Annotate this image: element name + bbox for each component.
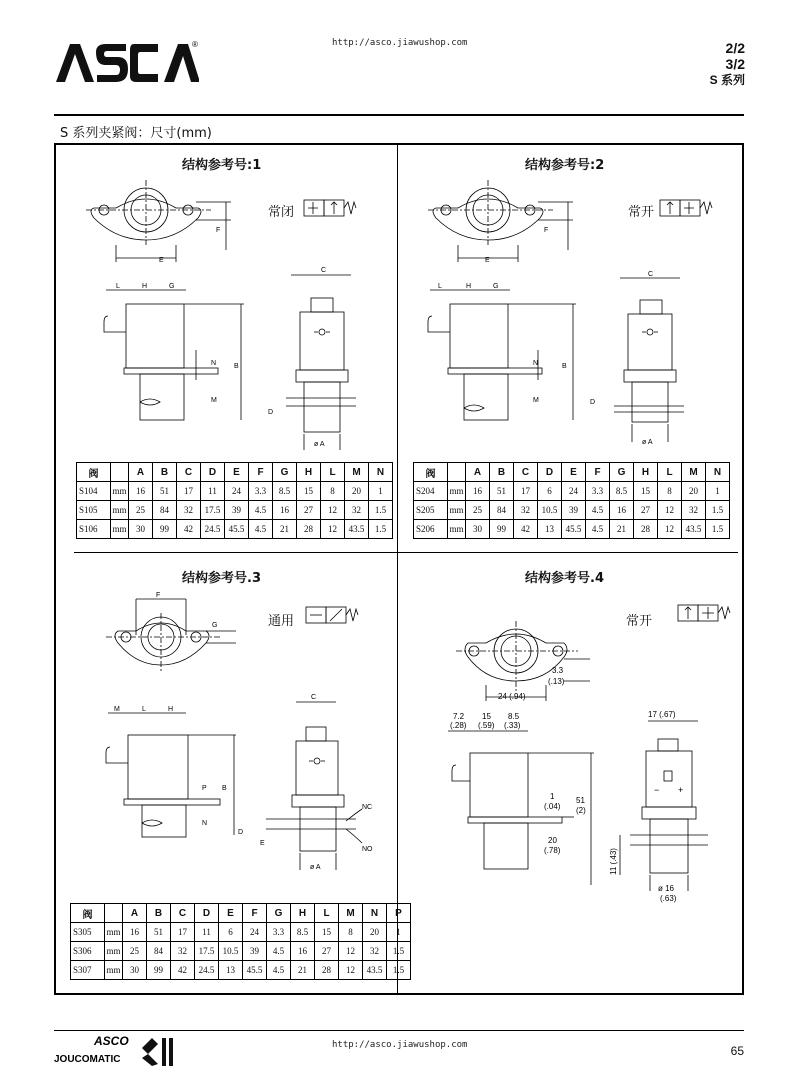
table-cell: 28 [297, 520, 321, 539]
table-header-cell: B [147, 904, 171, 923]
table-cell: 1 [369, 482, 393, 501]
header-divider [54, 114, 744, 116]
table-cell: mm [105, 942, 123, 961]
table-cell: mm [105, 923, 123, 942]
q4-dim-51: 51 [576, 796, 585, 805]
table-cell: 32 [682, 501, 706, 520]
header-url[interactable]: http://asco.jiawushop.com [332, 38, 468, 48]
table-cell: S205 [414, 501, 448, 520]
table-header-cell: N [706, 463, 730, 482]
table-header-cell [105, 904, 123, 923]
table-cell: 42 [171, 961, 195, 980]
table-cell: 21 [273, 520, 297, 539]
table-cell: 1 [387, 923, 411, 942]
table-cell: 8.5 [291, 923, 315, 942]
asco-joucomatic-logo [54, 1032, 184, 1068]
table-cell: 27 [634, 501, 658, 520]
q3-label-nc: NC [362, 804, 373, 811]
q1-heading: 结构参考号:1 [182, 158, 262, 173]
table-cell: 4.5 [267, 942, 291, 961]
table-header-cell [448, 463, 466, 482]
table-cell: S106 [77, 520, 111, 539]
table-cell: 15 [315, 923, 339, 942]
table-cell: 20 [345, 482, 369, 501]
q4-dim-3-3: 3.3 [552, 666, 564, 675]
table-row [414, 482, 730, 501]
q2-dim-b: B [562, 363, 567, 370]
q3-label-no: NO [362, 846, 373, 853]
q4-dim-16-in: (.63) [660, 894, 677, 903]
table-cell: 25 [129, 501, 153, 520]
table-cell: 42 [514, 520, 538, 539]
table-cell: 84 [147, 942, 171, 961]
table-cell: 16 [466, 482, 490, 501]
q4-dim-20: 20 [548, 836, 557, 845]
series-code-2-2: 2/2 [725, 40, 745, 56]
footer-divider [54, 1030, 744, 1031]
table-cell: 32 [514, 501, 538, 520]
q3-dim-h: H [168, 706, 174, 713]
q4-dim-17: 17 (.67) [648, 710, 676, 719]
q2-drawing [398, 170, 738, 460]
table-header-cell: A [123, 904, 147, 923]
q4-dim-15: 15 [482, 712, 491, 721]
q1-dim-c: C [321, 267, 327, 274]
table-header-cell: D [195, 904, 219, 923]
q4-minus-label: − [654, 785, 660, 795]
table-cell: 30 [129, 520, 153, 539]
table-header-cell: 阀 [71, 904, 105, 923]
q4-dim-51-in: (2) [576, 806, 586, 815]
table-cell: 15 [634, 482, 658, 501]
table-cell: 13 [219, 961, 243, 980]
table-header-cell: C [171, 904, 195, 923]
table-cell: 27 [297, 501, 321, 520]
table-header-cell: E [219, 904, 243, 923]
footer-url[interactable]: http://asco.jiawushop.com [332, 1040, 468, 1050]
q3-dim-e: E [260, 840, 265, 847]
q3-dim-m: M [114, 706, 120, 713]
q1-dim-l: L [116, 283, 120, 290]
table-cell: 1.5 [706, 501, 730, 520]
table-row [71, 942, 411, 961]
table-cell: 12 [658, 520, 682, 539]
table-header-cell: P [387, 904, 411, 923]
q3-symbol-label: 通用 [268, 614, 295, 629]
table-cell: 16 [129, 482, 153, 501]
q2-table-body [414, 482, 730, 539]
q4-drawing [398, 585, 738, 905]
table-cell: 12 [321, 520, 345, 539]
table-cell: 24 [225, 482, 249, 501]
horizontal-divider [74, 552, 738, 553]
table-header-cell: A [466, 463, 490, 482]
table-cell: 43.5 [345, 520, 369, 539]
q4-dim-8-5-in: (.33) [504, 721, 521, 730]
table-cell: 20 [682, 482, 706, 501]
table-header-cell: C [514, 463, 538, 482]
table-cell: 6 [219, 923, 243, 942]
table-cell: 21 [291, 961, 315, 980]
table-cell: 1.5 [387, 942, 411, 961]
table-header-cell: E [562, 463, 586, 482]
q4-dim-1: 1 [550, 792, 555, 801]
table-row [77, 501, 393, 520]
q4-dim-3-3-in: (.13) [548, 677, 565, 686]
q3-dim-a: ø A [310, 864, 321, 871]
q3-drawing [56, 585, 396, 900]
q3-table-header [71, 904, 411, 923]
q3-dim-n: N [202, 820, 208, 827]
table-cell: 17 [177, 482, 201, 501]
table-cell: 84 [490, 501, 514, 520]
table-cell: 1.5 [369, 520, 393, 539]
table-header-cell: N [363, 904, 387, 923]
table-cell: mm [111, 520, 129, 539]
svg-text:JOUCOMATIC: JOUCOMATIC [54, 1054, 121, 1065]
q2-dim-a: ø A [642, 439, 653, 446]
table-cell: 12 [339, 942, 363, 961]
table-header-cell: 阀 [414, 463, 448, 482]
table-cell: 16 [610, 501, 634, 520]
table-row [414, 501, 730, 520]
q3-heading: 结构参考号.3 [182, 571, 261, 586]
table-header-cell: H [291, 904, 315, 923]
q3-dim-p: P [202, 785, 207, 792]
table-cell: 4.5 [249, 501, 273, 520]
series-code-3-2: 3/2 [725, 56, 745, 72]
q1-table-header [77, 463, 393, 482]
table-cell: 32 [345, 501, 369, 520]
svg-text:®: ® [192, 40, 198, 49]
table-cell: S105 [77, 501, 111, 520]
table-header-cell: N [369, 463, 393, 482]
table-cell: 16 [291, 942, 315, 961]
q4-dim-7-2: 7.2 [453, 712, 465, 721]
q2-dim-c: C [648, 271, 654, 278]
table-cell: 28 [315, 961, 339, 980]
table-cell: 4.5 [249, 520, 273, 539]
q4-heading: 结构参考号.4 [525, 571, 604, 586]
q1-dim-f: F [216, 227, 221, 234]
table-cell: S307 [71, 961, 105, 980]
table-cell: 4.5 [586, 501, 610, 520]
table-cell: 10.5 [219, 942, 243, 961]
table-header-cell: L [321, 463, 345, 482]
table-cell: 3.3 [249, 482, 273, 501]
table-cell: S206 [414, 520, 448, 539]
table-cell: mm [111, 501, 129, 520]
q4-dim-8-5: 8.5 [508, 712, 520, 721]
table-row [77, 482, 393, 501]
table-cell: 11 [195, 923, 219, 942]
q2-symbol-label: 常开 [628, 205, 655, 220]
q1-dim-d: D [268, 409, 274, 416]
table-cell: 32 [177, 501, 201, 520]
table-header-cell: 阀 [77, 463, 111, 482]
q2-dim-g: G [493, 283, 499, 290]
table-cell: mm [448, 501, 466, 520]
q2-table-header [414, 463, 730, 482]
table-cell: 3.3 [586, 482, 610, 501]
svg-text:ASCO: ASCO [94, 1034, 129, 1048]
q4-dim-1-in: (.04) [544, 802, 561, 811]
table-cell: 1.5 [369, 501, 393, 520]
table-cell: 1.5 [706, 520, 730, 539]
q3-dim-b: B [222, 785, 227, 792]
table-cell: 1 [706, 482, 730, 501]
table-cell: 24 [562, 482, 586, 501]
table-row [414, 520, 730, 539]
q4-dim-24: 24 (.94) [498, 692, 526, 701]
table-cell: 45.5 [243, 961, 267, 980]
q3-dim-g: G [212, 622, 218, 629]
q4-dim-20-in: (.78) [544, 846, 561, 855]
q3-spec-table [70, 903, 411, 980]
table-header-cell: F [243, 904, 267, 923]
table-cell: 39 [562, 501, 586, 520]
q1-spec-table [76, 462, 393, 539]
q3-table-body [71, 923, 411, 980]
q2-dim-h: H [466, 283, 472, 290]
q4-symbol-label: 常开 [626, 614, 653, 629]
q1-dim-e: E [159, 257, 164, 264]
table-cell: 6 [538, 482, 562, 501]
table-row [71, 961, 411, 980]
table-cell: 13 [538, 520, 562, 539]
q4-plus-label: + [678, 785, 684, 795]
table-header-cell: F [249, 463, 273, 482]
q1-table-body [77, 482, 393, 539]
table-cell: 17 [514, 482, 538, 501]
q2-dim-n: N [533, 360, 539, 367]
table-cell: 8 [321, 482, 345, 501]
q2-spec-table [413, 462, 730, 539]
q1-dim-h: H [142, 283, 148, 290]
table-header-cell: G [610, 463, 634, 482]
table-header-cell: H [634, 463, 658, 482]
table-cell: S104 [77, 482, 111, 501]
table-header-cell: G [273, 463, 297, 482]
table-cell: 25 [123, 942, 147, 961]
table-header-cell: L [315, 904, 339, 923]
table-cell: 8 [658, 482, 682, 501]
table-cell: 43.5 [363, 961, 387, 980]
table-cell: 10.5 [538, 501, 562, 520]
q2-dim-d: D [590, 399, 596, 406]
table-header-cell [111, 463, 129, 482]
table-cell: 17.5 [195, 942, 219, 961]
table-cell: 11 [201, 482, 225, 501]
table-header-cell: G [267, 904, 291, 923]
table-cell: 16 [273, 501, 297, 520]
table-header-cell: M [345, 463, 369, 482]
q3-dim-f: F [156, 592, 161, 599]
table-header-cell: B [153, 463, 177, 482]
table-cell: 8.5 [273, 482, 297, 501]
table-cell: 15 [297, 482, 321, 501]
table-cell: mm [111, 482, 129, 501]
series-name: S 系列 [709, 73, 745, 87]
table-header-cell: L [658, 463, 682, 482]
table-row [77, 520, 393, 539]
table-header-cell: A [129, 463, 153, 482]
table-cell: 51 [153, 482, 177, 501]
q3-dim-c: C [311, 694, 317, 701]
table-cell: S204 [414, 482, 448, 501]
table-cell: 16 [123, 923, 147, 942]
q1-dim-m: M [211, 397, 217, 404]
table-cell: 99 [147, 961, 171, 980]
table-header-cell: M [682, 463, 706, 482]
q2-dim-e: E [485, 257, 490, 264]
table-cell: 12 [321, 501, 345, 520]
table-cell: 8 [339, 923, 363, 942]
table-cell: 32 [363, 942, 387, 961]
asco-logo [54, 38, 199, 86]
q3-dim-l: L [142, 706, 146, 713]
table-cell: 24 [243, 923, 267, 942]
table-cell: 42 [177, 520, 201, 539]
table-header-cell: E [225, 463, 249, 482]
table-cell: 43.5 [682, 520, 706, 539]
table-cell: 84 [153, 501, 177, 520]
table-header-cell: B [490, 463, 514, 482]
table-cell: 99 [490, 520, 514, 539]
table-cell: 12 [658, 501, 682, 520]
q4-dim-15-in: (.59) [478, 721, 495, 730]
table-cell: 32 [171, 942, 195, 961]
page-number: 65 [730, 1044, 744, 1058]
section-title: S 系列夹紧阀：尺寸(mm) [60, 126, 212, 141]
table-cell: mm [105, 961, 123, 980]
q1-dim-b: B [234, 363, 239, 370]
table-cell: S306 [71, 942, 105, 961]
q1-dim-g: G [169, 283, 175, 290]
table-cell: 30 [466, 520, 490, 539]
table-header-cell: F [586, 463, 610, 482]
table-cell: 17.5 [201, 501, 225, 520]
table-cell: 4.5 [586, 520, 610, 539]
table-cell: 45.5 [562, 520, 586, 539]
q2-heading: 结构参考号:2 [525, 158, 605, 173]
table-cell: 39 [243, 942, 267, 961]
table-header-cell: C [177, 463, 201, 482]
q4-dim-11: 11 (.43) [609, 848, 618, 875]
table-cell: 1.5 [387, 961, 411, 980]
q2-dim-f: F [544, 227, 549, 234]
table-cell: mm [448, 482, 466, 501]
q1-dim-n: N [211, 360, 217, 367]
q1-dim-a: ø A [314, 441, 325, 448]
q4-dim-7-2-in: (.28) [450, 721, 467, 730]
table-cell: 24.5 [201, 520, 225, 539]
table-cell: 25 [466, 501, 490, 520]
series-codes [710, 40, 745, 88]
table-cell: 51 [490, 482, 514, 501]
q1-drawing [56, 170, 396, 460]
table-cell: 30 [123, 961, 147, 980]
table-cell: 51 [147, 923, 171, 942]
q2-dim-l: L [438, 283, 442, 290]
table-cell: 21 [610, 520, 634, 539]
table-cell: S305 [71, 923, 105, 942]
table-header-cell: H [297, 463, 321, 482]
table-header-cell: M [339, 904, 363, 923]
table-cell: 12 [339, 961, 363, 980]
table-cell: 8.5 [610, 482, 634, 501]
table-header-cell: D [538, 463, 562, 482]
table-cell: mm [448, 520, 466, 539]
table-cell: 24.5 [195, 961, 219, 980]
table-header-cell: D [201, 463, 225, 482]
table-cell: 20 [363, 923, 387, 942]
table-cell: 17 [171, 923, 195, 942]
table-row [71, 923, 411, 942]
table-cell: 99 [153, 520, 177, 539]
table-cell: 27 [315, 942, 339, 961]
table-cell: 28 [634, 520, 658, 539]
q2-dim-m: M [533, 397, 539, 404]
table-cell: 45.5 [225, 520, 249, 539]
q4-dim-16: ø 16 [658, 884, 675, 893]
q1-symbol-label: 常闭 [268, 205, 295, 220]
q3-dim-d: D [238, 829, 244, 836]
table-cell: 4.5 [267, 961, 291, 980]
table-cell: 39 [225, 501, 249, 520]
table-cell: 3.3 [267, 923, 291, 942]
